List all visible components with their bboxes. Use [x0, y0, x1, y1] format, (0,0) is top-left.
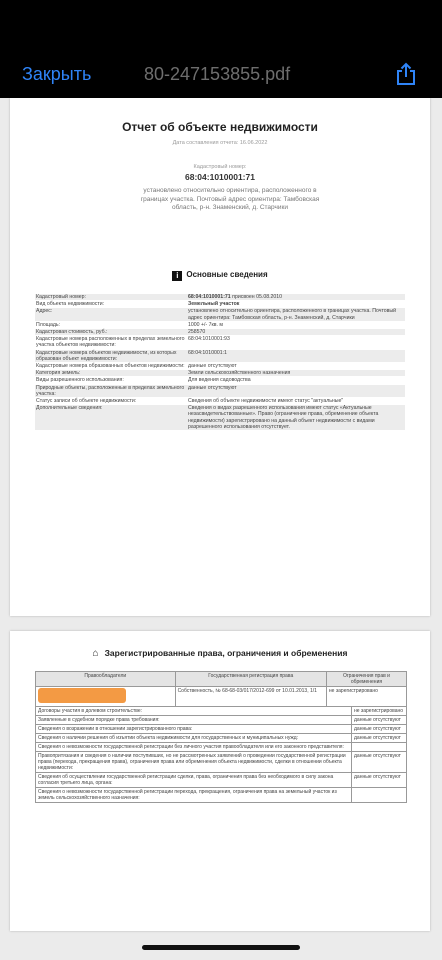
owner-restrictions: не зарегистрировано	[326, 687, 406, 707]
info-row	[35, 398, 405, 405]
info-row	[35, 405, 405, 431]
info-value-text: 1000 +/- 7кв. м	[188, 321, 223, 328]
info-key: Кадастровый номер:	[35, 294, 187, 301]
info-value-text: установлено относительно ориентира, расположенного в границах участка. Почтовый адрес ориентира: Тамбовская область, р-н. Знаменский, д. Старчики	[188, 308, 397, 321]
report-date: Дата составления отчета: 16.06.2022	[172, 140, 268, 146]
redacted-owner	[38, 688, 126, 703]
rights-value: данные отсутствуют	[352, 734, 407, 743]
info-value	[187, 336, 405, 349]
info-value	[187, 384, 405, 397]
cadastral-label: Кадастровый номер:	[193, 164, 247, 170]
rights-value: данные отсутствуют	[352, 752, 407, 773]
report-title: Отчет об объекте недвижимости	[122, 120, 318, 134]
header-registration: Государственная регистрация права	[175, 672, 326, 687]
rights-key: Сведения о невозможности государственной регистрации перехода, прекращения, ограничения права на земельный участок из земель сельскохозяйственного назначения:	[36, 788, 352, 803]
info-key: Кадастровые номера расположенных в пределах земельного участка объектов недвижимости:	[35, 336, 187, 349]
info-row	[35, 363, 405, 370]
info-row	[35, 336, 405, 349]
section-heading-main	[10, 270, 430, 281]
info-key: Кадастровые номера образованных объектов недвижимости:	[35, 363, 187, 370]
info-key: Площадь:	[35, 321, 187, 328]
top-nav-bar	[0, 0, 442, 98]
rights-key: Сведения о невозможности государственной регистрации без личного участия правообладателя или его законного представителя:	[36, 743, 352, 752]
info-value	[187, 349, 405, 362]
home-indicator[interactable]	[142, 945, 300, 950]
rights-value	[352, 743, 407, 752]
rights-value	[352, 788, 407, 803]
info-value-text: 258570	[188, 329, 206, 336]
info-value	[187, 321, 405, 328]
rights-table	[35, 671, 407, 803]
rights-value: не зарегистрировано	[352, 707, 407, 716]
info-value-bold: 68:04:1010001:71	[188, 294, 231, 300]
info-key: Вид объекта недвижимости:	[35, 301, 187, 308]
rights-value: данные отсутствуют	[352, 773, 407, 788]
file-name-title: 80-247153855.pdf	[144, 64, 291, 84]
info-icon: i	[172, 271, 182, 281]
cadastral-number: 68:04:1010001:71	[185, 172, 255, 182]
owner-cell	[36, 687, 176, 707]
info-value-text: Земли сельскохозяйственного назначения	[188, 370, 291, 377]
info-key: Кадастровые номера объектов недвижимости, из которых образован объект недвижимости:	[35, 349, 187, 362]
rights-key: Договоры участия в долевом строительстве:	[36, 707, 352, 716]
info-value	[187, 363, 405, 370]
info-key: Природные объекты, расположенные в пределах земельного участка:	[35, 384, 187, 397]
header-restrictions: Ограничения прав и обременения	[326, 672, 406, 687]
rights-value: данные отсутствуют	[352, 725, 407, 734]
rights-key: Правопритязания и сведения о наличии поступивших, но не рассмотренных заявлений о проведении государственной регистрации права (перехода, прекращения права), ограничения права или обременения объекта недвижимости, сделки в отношении объекта недвижимости:	[36, 752, 352, 773]
info-row	[35, 308, 405, 321]
info-value	[187, 370, 405, 377]
rights-value: данные отсутствуют	[352, 716, 407, 725]
info-row	[35, 384, 405, 397]
info-value	[187, 398, 405, 405]
info-value	[187, 377, 405, 384]
info-row	[35, 321, 405, 328]
info-value-text: 68:04:1010001:1	[188, 349, 227, 356]
rights-row	[36, 725, 407, 734]
info-value	[187, 308, 405, 321]
report-page-1	[10, 98, 430, 616]
info-row	[35, 370, 405, 377]
info-value-text: Сведения об объекте недвижимости имеют статус "актуальные"	[188, 398, 344, 405]
info-value	[187, 294, 405, 301]
report-page-2	[10, 631, 430, 931]
rights-row	[36, 734, 407, 743]
owner-row	[36, 687, 407, 707]
info-key: Категория земель:	[35, 370, 187, 377]
rights-key: Заявленные в судебном порядке права требования:	[36, 716, 352, 725]
rights-key: Сведения о наличии решения об изъятии объекта недвижимости для государственных и муниципальных нужд:	[36, 734, 352, 743]
share-icon[interactable]	[394, 62, 418, 86]
info-row	[35, 329, 405, 336]
section-heading-rights	[10, 648, 430, 659]
rights-key: Сведения об осуществлении государственной регистрации сделки, права, ограничения права без необходимого в силу закона согласия третьего лица, органа:	[36, 773, 352, 788]
info-value-text: присвоен 05.08.2010	[230, 294, 283, 300]
owner-registration: Собственность, № 68-68-03/017/2012-699 от 10.01.2013, 1/1	[175, 687, 326, 707]
section-title: Основные сведения	[186, 270, 268, 279]
object-address: установлено относительно ориентира, расположенного в границах участка. Почтовый адрес ориентира: Тамбовская область, р-н. Знаменский, д. Старчики	[140, 187, 320, 211]
info-value-bold: Земельный участок	[188, 301, 240, 308]
info-key: Кадастровая стоимость, руб.:	[35, 329, 187, 336]
info-value-text: 68:04:1010001:93	[188, 336, 230, 343]
info-row	[35, 294, 405, 301]
rights-row	[36, 773, 407, 788]
info-value	[187, 329, 405, 336]
info-key: Статус записи об объекте недвижимости:	[35, 398, 187, 405]
info-value	[187, 405, 405, 431]
rights-row	[36, 716, 407, 725]
info-key: Адрес:	[35, 308, 187, 321]
rights-row	[36, 788, 407, 803]
info-value	[187, 301, 405, 308]
info-row	[35, 377, 405, 384]
info-row	[35, 349, 405, 362]
main-info-table	[35, 294, 405, 431]
rights-key: Сведения о возражении в отношении зарегистрированного права:	[36, 725, 352, 734]
info-value-text: данные отсутствуют	[188, 384, 237, 391]
info-key: Дополнительные сведения:	[35, 405, 187, 431]
info-key: Виды разрешенного использования:	[35, 377, 187, 384]
info-value-text: Сведения о видах разрешенного использования имеют статус «Актуальные незасвидетельствованные». Право (ограничение права, обременение объекта недвижимости) зарегистрировано на данный объект недвижимости с видами разрешенного использования отсутствует.	[188, 405, 379, 430]
info-row	[35, 301, 405, 308]
info-value-text: Для ведения садоводства	[188, 377, 251, 384]
house-icon: ⌂	[92, 648, 99, 659]
rights-row	[36, 743, 407, 752]
rights-header-row	[36, 672, 407, 687]
rights-row	[36, 707, 407, 716]
close-button[interactable]: Закрыть	[22, 64, 92, 84]
rights-row	[36, 752, 407, 773]
header-owners: Правообладатели	[36, 672, 176, 687]
info-value-text: данные отсутствуют	[188, 363, 237, 370]
rights-section-title: Зарегистрированные права, ограничения и обременения	[104, 648, 348, 658]
